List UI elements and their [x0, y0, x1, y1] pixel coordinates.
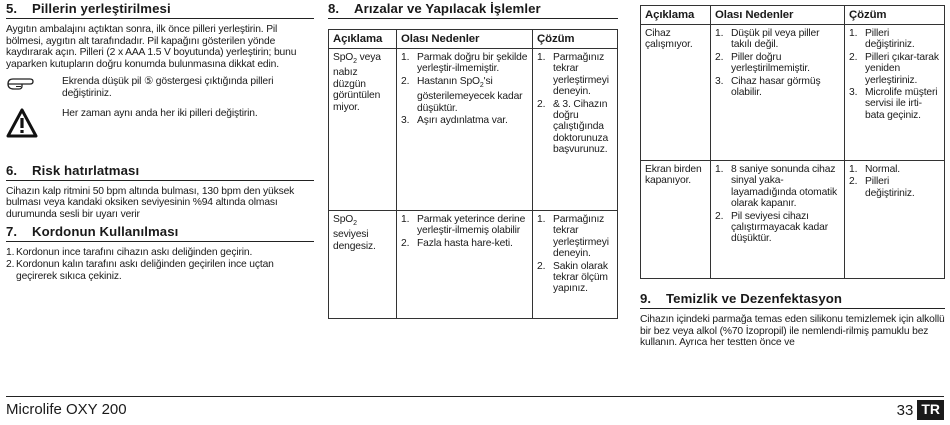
section-number: 6.	[6, 162, 18, 178]
section-9-heading	[640, 291, 945, 309]
table-row	[641, 25, 945, 161]
list-item: 2. Hastanın SpO$_2$'si gösterilemeyecek kadar düşüktür.	[401, 75, 523, 114]
section-title: Pillerin yerleştirilmesi	[32, 1, 171, 16]
table-cell-causes	[397, 49, 533, 211]
cleaning-text: Cihazın içindeki parmağa temas eden silikonu temizlemek için alkollü bir bez veya alkol (%70 İzopropil) ile nemlendi-rilmiş pamuklu bez kullanın. Ayrıca her testten önce ve	[640, 314, 945, 349]
list-item: 2. & 3. Cihazın doğru çalıştığında doktorunuza başvurunuz.	[537, 98, 609, 156]
section-7-heading	[6, 224, 314, 242]
risk-reminder-text: Cihazın kalp ritmini 50 bpm altında bulması, 130 bpm den yüksek bulması veya kandaki oksiken seviyesinin %94 altında olması durumunda sesli bir uyarı verir	[6, 185, 295, 220]
list-item: 2. Pil seviyesi cihazı çalıştırmayacak kadar düşüktür.	[715, 210, 828, 245]
column-header: Çözüm	[533, 30, 618, 49]
list-item: 2. Pilleri değiştiriniz.	[849, 176, 915, 199]
section-number: 5.	[6, 1, 18, 16]
table-row	[329, 211, 618, 319]
table-cell-causes	[397, 211, 533, 319]
list-item: 2. Pilleri çıkar-tarak yeniden yerleştiriniz.	[849, 51, 939, 86]
table-cell-description: Ekran birden kapanıyor.	[641, 161, 711, 279]
table-cell-solutions	[533, 49, 618, 211]
left-column	[6, 0, 314, 282]
table-row	[641, 161, 945, 279]
column-header: Olası Nedenler	[397, 30, 533, 49]
low-battery-note	[6, 76, 314, 99]
battery-instructions: Aygıtın ambalajını açtıktan sonra, ilk önce pilleri yerleştirin. Pil bölmesi, aygıtın alt tarafındadır. Pil kapağını gösterilen yönde kaydırarak açın. Pilleri (2 x AAA 1.5 V boyutunda) yerleştirin; bunu yaparken kutupların doğru konumda bulunmasına dikkat edin.	[6, 24, 297, 70]
section-title: Arızalar ve Yapılacak İşlemler	[354, 1, 541, 16]
table-header-row	[641, 6, 945, 25]
table-cell-causes	[711, 25, 845, 161]
troubleshooting-table-continued	[640, 5, 945, 279]
table-cell-description: SpO$_2$ veya nabız düzgün görüntülen miyor.	[329, 49, 397, 211]
table-cell-solutions	[533, 211, 618, 319]
list-item: 3. Aşırı aydınlatma var.	[401, 115, 508, 127]
battery-warning-text: Her zaman aynı anda her iki pilleri değiştirin.	[62, 107, 258, 119]
column-header: Açıklama	[329, 30, 397, 49]
language-badge: TR	[917, 400, 944, 420]
table-cell-solutions	[845, 161, 945, 279]
list-item: 1. Normal.	[849, 164, 900, 175]
list-item: 2. Fazla hasta hare-keti.	[401, 237, 513, 249]
page-footer	[897, 400, 944, 420]
section-6-heading	[6, 163, 314, 181]
list-item: 3. Cihaz hasar görmüş olabilir.	[715, 75, 821, 99]
column-header: Çözüm	[845, 6, 945, 25]
pointing-hand-icon	[6, 76, 62, 97]
table-cell-causes	[711, 161, 845, 279]
list-item: 1. Kordonun ince tarafını cihazın askı deliğinden geçirin.	[6, 247, 253, 259]
list-item: 1. Parmağınız tekrar yerleştirmeyi deneyin.	[537, 52, 609, 98]
list-item: 1. Pilleri değiştiriniz.	[849, 28, 915, 51]
list-item: 1. Parmak doğru bir şekilde yerleştir-ilmemiştir.	[401, 52, 528, 75]
list-item: 3. Microlife müşteri servisi ile irti-bata geçiniz.	[849, 87, 938, 121]
list-item: 1. 8 saniye sonunda cihaz sinyal yaka-layamadığında otomatik olarak kapanır.	[715, 164, 838, 210]
battery-warning-note	[6, 108, 314, 143]
section-title: Temizlik ve Dezenfektasyon	[666, 291, 843, 306]
footer-divider	[6, 396, 944, 397]
list-item: 2. Piller doğru yerleştirilmemiştir.	[715, 51, 810, 75]
list-item: 2. Kordonun kalın tarafını askı deliğinden geçirilen ince uçtan geçirerek sıkıca çekiniz.	[6, 258, 274, 282]
product-name: Microlife OXY 200	[6, 401, 127, 418]
section-5-heading	[6, 1, 314, 19]
middle-column	[328, 0, 618, 319]
low-battery-text: Ekrenda düşük pil ⑤ göstergesi çıktığında pilleri değiştiriniz.	[62, 76, 274, 99]
troubleshooting-table	[328, 29, 618, 319]
warning-triangle-icon	[6, 108, 62, 143]
table-cell-solutions	[845, 25, 945, 161]
right-column	[640, 0, 945, 349]
section-number: 9.	[640, 291, 652, 306]
table-cell-description: Cihaz çalışmıyor.	[641, 25, 711, 161]
section-number: 7.	[6, 224, 18, 240]
lanyard-steps	[6, 247, 314, 282]
list-item: 1. Düşük pil veya piller takılı değil.	[715, 28, 820, 51]
section-8-heading	[328, 1, 618, 19]
section-title: Risk hatırlatması	[32, 162, 140, 178]
table-header-row	[329, 30, 618, 49]
section-title: Kordonun Kullanılması	[32, 224, 179, 240]
list-item: 1. Parmak yeterince derine yerleştir-ilmemiş olabilir	[401, 214, 526, 237]
column-header: Açıklama	[641, 6, 711, 25]
list-item: 1. Parmağınız tekrar yerleştirmeyi deneyin.	[537, 214, 609, 260]
column-header: Olası Nedenler	[711, 6, 845, 25]
table-cell-description: SpO$_2$ seviyesi dengesiz.	[329, 211, 397, 319]
section-number: 8.	[328, 1, 340, 16]
table-row	[329, 49, 618, 211]
page-number: 33	[896, 401, 914, 419]
list-item: 2. Sakin olarak tekrar ölçüm yapınız.	[537, 260, 608, 295]
